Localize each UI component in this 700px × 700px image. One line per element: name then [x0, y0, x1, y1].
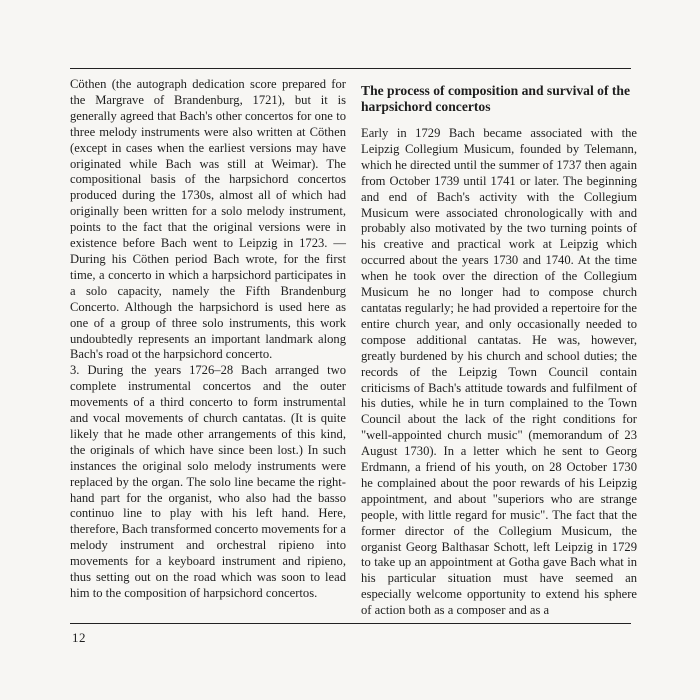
section-heading: The process of composition and survival of the harpsichord concertos — [361, 83, 630, 114]
left-paragraph-1: Cöthen (the autograph dedication score prepared for the Margrave of Brandenburg, 1721), but it is generally agreed that Bach's other concertos for one to three melody instruments were also written at Cöthen (except in cases when the earliest versions may have originated while Bach was still at Weimar). The compositional basis of the harpsichord concertos produced during the 1730s, almost all of which had originally been written for a solo melody instrument, points to the fact that the original versions were in existence before Bach went to Leipzig in 1723. — During his Cöthen period Bach wrote, for the first time, a concerto in which a harpsichord participates in a solo capacity, namely the Fifth Brandenburg Concerto. Although the harpsichord is used here as one of a group of three solo instruments, this work undoubtedly represents an important landmark along Bach's road ot the harpsichord concerto. — [70, 77, 346, 362]
right-paragraph-1: Early in 1729 Bach became associated with the Leipzig Collegium Musicum, founded by Telemann, which he directed until the summer of 1737 then again from October 1739 until 1741 or later. The beginning and end of Bach's activity with the Collegium Musicum were associated chronologically with and probably also motivated by the two turning points of his creative and practical work at Leipzig which occurred about the years 1730 and 1740. At the time when he took over the direction of the Collegium Musicum he no longer had to compose church cantatas regularly; he had provided a repertoire for the entire church year, and only occasionally needed to compose additional cantatas. He was, however, greatly burdened by his church and school duties; the records of the Leipzig Town Council contain criticisms of Bach's attitude towards and fulfilment of his duties, while he in turn complained to the Town Council about the lack of the right conditions for "well-appointed church music" (memorandum of 23 August 1730). In a letter which he sent to Georg Erdmann, a friend of his youth, on 28 October 1730 he complained about the poor rewards of his Leipzig appointment, and about "superiors who are strange people, with little regard for music". The fact that the former director of the Collegium Musicum, the organist Georg Balthasar Schott, left Leipzig in 1729 to take up an appointment at Gotha gave Bach what in his particular situation must have seemed an especially welcome opportunity to extend his sphere of action both as a composer and as a — [361, 126, 637, 618]
left-column — [70, 77, 346, 602]
top-rule — [70, 68, 631, 69]
page-number: 12 — [72, 630, 86, 645]
left-paragraph-2: 3. During the years 1726–28 Bach arranged two complete instrumental concertos and the outer movements of a third concerto to form instrumental and vocal movements of church cantatas. (It is quite likely that he made other arrangements of this kind, the originals of which have since been lost.) In such instances the original solo melody instruments were replaced by the organ. The solo line became the right-hand part for the organist, who also had the basso continuo line to play with his left hand. Here, therefore, Bach transformed concerto movements for a melody instrument and orchestral ripieno into movements for a keyboard instrument and ripieno, thus setting out on the road which was soon to lead him to the composition of harpsichord concertos. — [70, 363, 346, 600]
right-column — [361, 77, 637, 619]
bottom-rule — [70, 623, 631, 624]
